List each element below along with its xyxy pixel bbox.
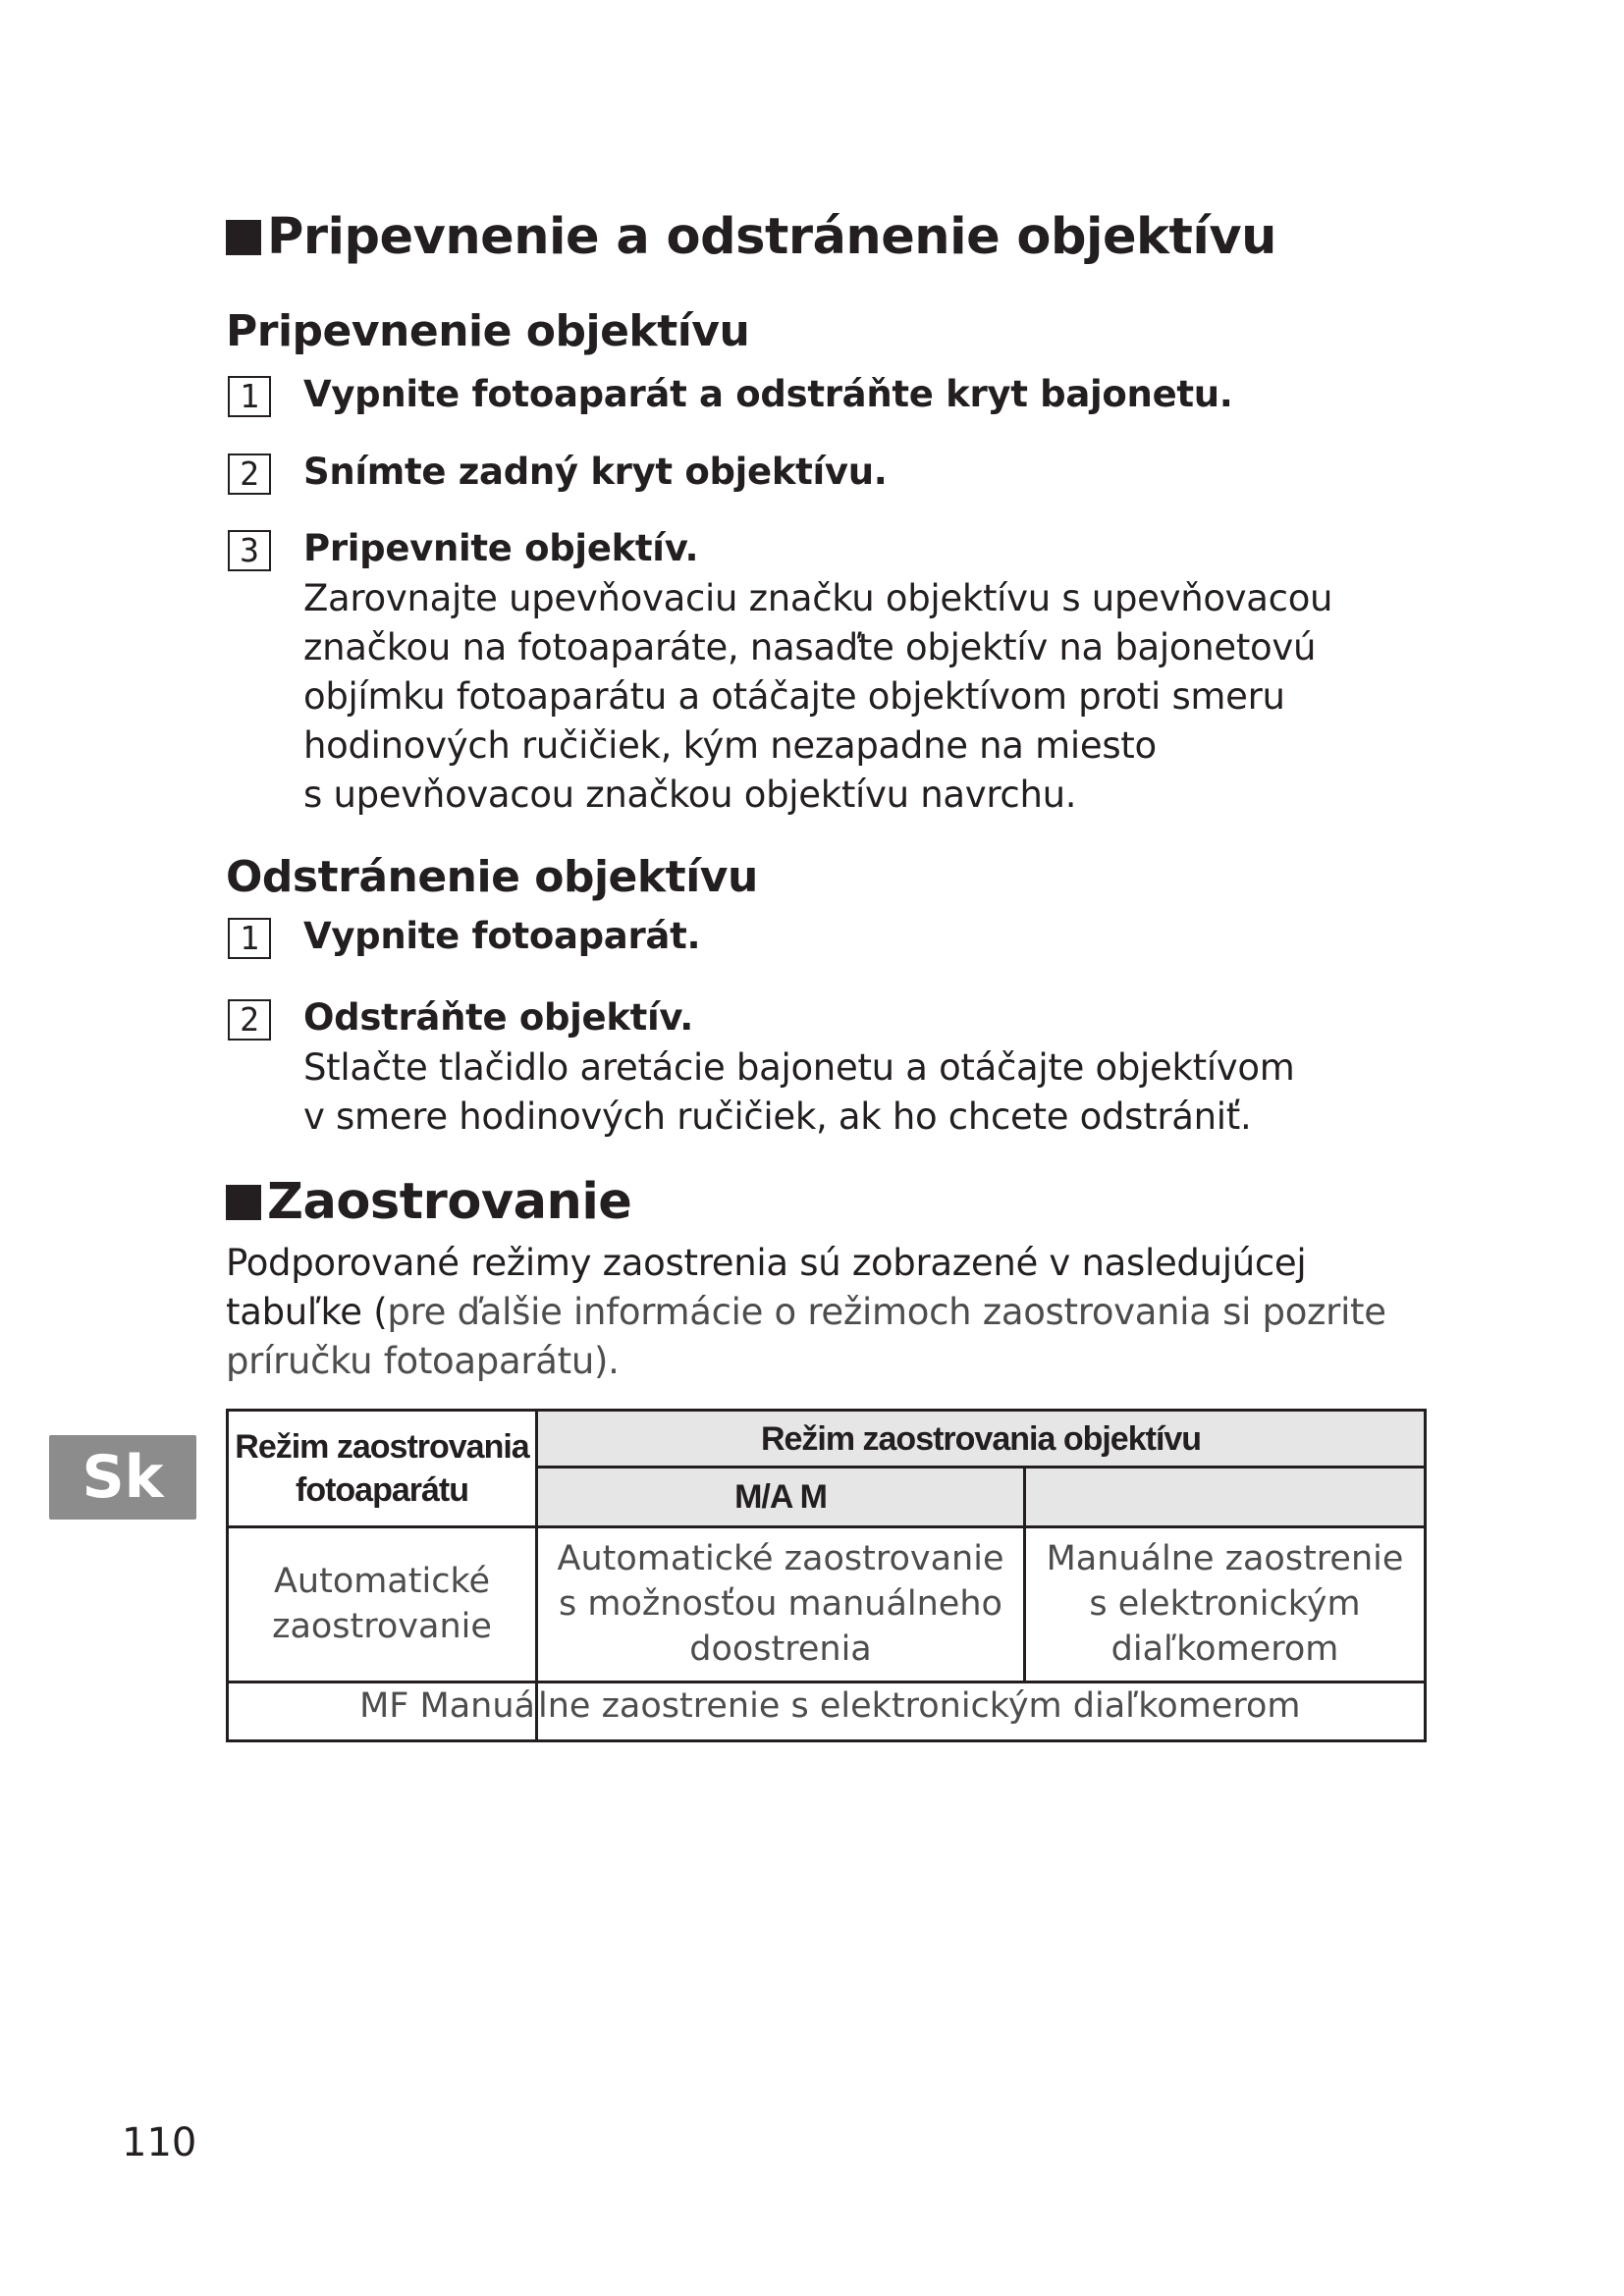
step-number-box: 2 [228, 999, 271, 1041]
text-line: značkou na fotoaparáte, nasaďte objektív na bajonetovú [303, 626, 1317, 668]
cell-line: s elektronickým [1089, 1584, 1361, 1625]
cell-line: s možnosťou manuálneho [559, 1584, 1002, 1625]
text-line: príručku fotoaparátu). [226, 1340, 620, 1382]
focus-intro [226, 1239, 1453, 1386]
text-line: Podporované režimy zaostrenia sú zobrazené v nasledujúcej [226, 1242, 1307, 1284]
section-marker-icon [226, 1185, 261, 1220]
step-number-box: 1 [228, 376, 271, 417]
step-title: Odstráňte objektív. [303, 996, 693, 1039]
row-label-autofocus [228, 1526, 537, 1682]
step-description [303, 574, 1332, 820]
text-line: objímku fotoaparátu a otáčajte objektívom proti smeru [303, 675, 1285, 718]
focus-modes-table [226, 1409, 1427, 1742]
cell-line: Automatické [273, 1562, 491, 1602]
step-title: Vypnite fotoaparát a odstráňte kryt bajonetu. [303, 373, 1233, 415]
section-title-focus [226, 1173, 631, 1232]
text-line: Stlačte tlačidlo aretácie bajonetu a otáčajte objektívom [303, 1046, 1295, 1089]
section-title-text: Pripevnenie a odstránenie objektívu [267, 208, 1276, 266]
cell-line: zaostrovanie [272, 1607, 492, 1647]
page-number: 110 [122, 2120, 197, 2165]
col-header-ma-m: M/A M [537, 1468, 1025, 1526]
section-title-attach-remove [226, 208, 1276, 267]
attach-heading: Pripevnenie objektívu [226, 306, 750, 356]
step-number-box: 1 [228, 918, 271, 959]
step-title: Vypnite fotoaparát. [303, 915, 701, 957]
text-line: hodinových ručičiek, kým nezapadne na miesto [303, 724, 1157, 767]
camera-mode-header [228, 1411, 537, 1527]
section-title-text: Zaostrovanie [267, 1173, 632, 1231]
col-header-empty [1025, 1468, 1426, 1526]
row-label-mf: MF Manuá [228, 1682, 537, 1740]
header-line: fotoaparátu [296, 1470, 468, 1509]
step-number-box: 3 [228, 530, 271, 571]
cell-line: Automatické zaostrovanie [557, 1539, 1004, 1579]
step-title: Pripevnite objektív. [303, 527, 699, 569]
remove-heading: Odstránenie objektívu [226, 852, 758, 902]
cell-m-autofocus [1025, 1526, 1426, 1682]
text-line: v smere hodinových ručičiek, ak ho chcete odstrániť. [303, 1095, 1252, 1138]
step-title: Snímte zadný kryt objektívu. [303, 451, 888, 493]
text-fragment: tabuľke ( [226, 1291, 388, 1333]
text-line [226, 1288, 1453, 1337]
cell-line: diaľkomerom [1110, 1629, 1339, 1670]
step-description [303, 1043, 1294, 1142]
cell-line: doostrenia [689, 1629, 872, 1670]
text-line: s upevňovacou značkou objektívu navrchu. [303, 774, 1077, 816]
lens-mode-header: Režim zaostrovania objektívu [537, 1411, 1426, 1468]
step-number-box: 2 [228, 454, 271, 495]
text-line: Zarovnajte upevňovaciu značku objektívu s upevňovacou [303, 577, 1333, 619]
text-fragment: pre ďalšie informácie o režimoch zaostrovania si pozrite [387, 1291, 1386, 1333]
header-line: Režim zaostrovania [235, 1427, 529, 1466]
section-marker-icon [226, 220, 261, 255]
language-tab: Sk [49, 1435, 196, 1520]
cell-line: Manuálne zaostrenie [1046, 1539, 1404, 1579]
cell-mf-value: lne zaostrenie s elektronickým diaľkomerom [537, 1682, 1426, 1740]
cell-ma-m-autofocus [537, 1526, 1025, 1682]
